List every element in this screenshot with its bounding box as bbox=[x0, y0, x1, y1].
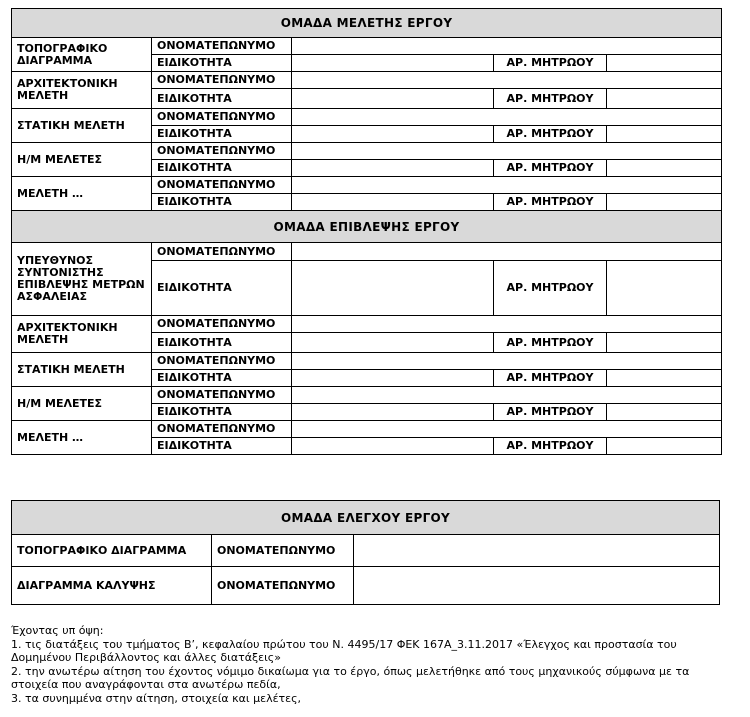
registry-field[interactable] bbox=[607, 55, 722, 72]
study-category: ΤΟΠΟΓΡΑΦΙΚΟ ΔΙΑΓΡΑΜΜΑ bbox=[12, 38, 152, 72]
name-label: ΟΝΟΜΑΤΕΠΩΝΥΜΟ bbox=[212, 567, 354, 605]
name-field[interactable] bbox=[354, 535, 720, 567]
supervision-category: ΣΤΑΤΙΚΗ ΜΕΛΕΤΗ bbox=[12, 353, 152, 387]
name-label: ΟΝΟΜΑΤΕΠΩΝΥΜΟ bbox=[152, 177, 292, 194]
control-team-header: ΟΜΑΔΑ ΕΛΕΓΧΟΥ ΕΡΓΟΥ bbox=[12, 501, 720, 535]
study-category: ΜΕΛΕΤΗ … bbox=[12, 177, 152, 211]
specialty-label: ΕΙΔΙΚΟΤΗΤΑ bbox=[152, 194, 292, 211]
specialty-field[interactable] bbox=[292, 194, 494, 211]
specialty-label: ΕΙΔΙΚΟΤΗΤΑ bbox=[152, 55, 292, 72]
name-field[interactable] bbox=[292, 72, 722, 89]
name-field[interactable] bbox=[354, 567, 720, 605]
supervision-category: ΥΠΕΥΘΥΝΟΣ ΣΥΝΤΟΝΙΣΤΗΣ ΕΠΙΒΛΕΨΗΣ ΜΕΤΡΩΝ ΑΣΦΑΛΕΙΑΣ bbox=[12, 243, 152, 316]
name-label: ΟΝΟΜΑΤΕΠΩΝΥΜΟ bbox=[152, 143, 292, 160]
name-label: ΟΝΟΜΑΤΕΠΩΝΥΜΟ bbox=[152, 421, 292, 438]
control-category: ΔΙΑΓΡΑΜΜΑ ΚΑΛΥΨΗΣ bbox=[12, 567, 212, 605]
specialty-label: ΕΙΔΙΚΟΤΗΤΑ bbox=[152, 370, 292, 387]
name-label: ΟΝΟΜΑΤΕΠΩΝΥΜΟ bbox=[152, 316, 292, 333]
specialty-label: ΕΙΔΙΚΟΤΗΤΑ bbox=[152, 160, 292, 177]
specialty-field[interactable] bbox=[292, 370, 494, 387]
registry-field[interactable] bbox=[607, 194, 722, 211]
name-label: ΟΝΟΜΑΤΕΠΩΝΥΜΟ bbox=[152, 387, 292, 404]
consideration-item: 1. τις διατάξεις του τμήματος Β’, κεφαλαίου πρώτου του Ν. 4495/17 ΦΕΚ 167Α_3.11.2017 «Έλεγχος και προστασία του Δομημένου Περιβάλλοντος και άλλες διατάξεις» bbox=[11, 637, 677, 664]
specialty-field[interactable] bbox=[292, 126, 494, 143]
registry-field[interactable] bbox=[607, 370, 722, 387]
specialty-label: ΕΙΔΙΚΟΤΗΤΑ bbox=[152, 126, 292, 143]
specialty-field[interactable] bbox=[292, 333, 494, 353]
specialty-field[interactable] bbox=[292, 438, 494, 455]
registry-field[interactable] bbox=[607, 333, 722, 353]
supervision-team-header: ΟΜΑΔΑ ΕΠΙΒΛΕΨΗΣ ΕΡΓΟΥ bbox=[12, 211, 722, 243]
supervision-category: Η/Μ ΜΕΛΕΤΕΣ bbox=[12, 387, 152, 421]
name-label: ΟΝΟΜΑΤΕΠΩΝΥΜΟ bbox=[152, 243, 292, 261]
supervision-category: ΜΕΛΕΤΗ … bbox=[12, 421, 152, 455]
registry-field[interactable] bbox=[607, 261, 722, 316]
registry-label: ΑΡ. ΜΗΤΡΩΟΥ bbox=[494, 89, 607, 109]
name-label: ΟΝΟΜΑΤΕΠΩΝΥΜΟ bbox=[152, 353, 292, 370]
specialty-field[interactable] bbox=[292, 89, 494, 109]
study-category: ΑΡΧΙΤΕΚΤΟΝΙΚΗ ΜΕΛΕΤΗ bbox=[12, 72, 152, 109]
registry-label: ΑΡ. ΜΗΤΡΩΟΥ bbox=[494, 194, 607, 211]
registry-field[interactable] bbox=[607, 89, 722, 109]
registry-label: ΑΡ. ΜΗΤΡΩΟΥ bbox=[494, 261, 607, 316]
specialty-field[interactable] bbox=[292, 55, 494, 72]
specialty-label: ΕΙΔΙΚΟΤΗΤΑ bbox=[152, 333, 292, 353]
registry-field[interactable] bbox=[607, 438, 722, 455]
considerations-intro: Έχοντας υπ όψη: bbox=[11, 624, 104, 637]
registry-label: ΑΡ. ΜΗΤΡΩΟΥ bbox=[494, 55, 607, 72]
control-category: ΤΟΠΟΓΡΑΦΙΚΟ ΔΙΑΓΡΑΜΜΑ bbox=[12, 535, 212, 567]
registry-field[interactable] bbox=[607, 126, 722, 143]
registry-label: ΑΡ. ΜΗΤΡΩΟΥ bbox=[494, 126, 607, 143]
specialty-label: ΕΙΔΙΚΟΤΗΤΑ bbox=[152, 404, 292, 421]
specialty-field[interactable] bbox=[292, 404, 494, 421]
consideration-item: 2. την ανωτέρω αίτηση του έχοντος νόμιμο δικαίωμα για το έργο, όπως μελετήθηκε από τους μηχανικούς σύμφωνα με τα στοιχεία που αναγράφονται στα ανωτέρω πεδία, bbox=[11, 664, 690, 691]
project-teams-table bbox=[11, 8, 722, 455]
registry-label: ΑΡ. ΜΗΤΡΩΟΥ bbox=[494, 404, 607, 421]
specialty-label: ΕΙΔΙΚΟΤΗΤΑ bbox=[152, 261, 292, 316]
name-field[interactable] bbox=[292, 177, 722, 194]
name-label: ΟΝΟΜΑΤΕΠΩΝΥΜΟ bbox=[152, 72, 292, 89]
name-field[interactable] bbox=[292, 387, 722, 404]
name-field[interactable] bbox=[292, 143, 722, 160]
registry-label: ΑΡ. ΜΗΤΡΩΟΥ bbox=[494, 438, 607, 455]
registry-label: ΑΡ. ΜΗΤΡΩΟΥ bbox=[494, 370, 607, 387]
specialty-label: ΕΙΔΙΚΟΤΗΤΑ bbox=[152, 438, 292, 455]
supervision-category: ΑΡΧΙΤΕΚΤΟΝΙΚΗ ΜΕΛΕΤΗ bbox=[12, 316, 152, 353]
name-field[interactable] bbox=[292, 316, 722, 333]
specialty-field[interactable] bbox=[292, 160, 494, 177]
specialty-field[interactable] bbox=[292, 261, 494, 316]
name-field[interactable] bbox=[292, 109, 722, 126]
considerations-text bbox=[11, 624, 723, 705]
consideration-item: 3. τα συνημμένα στην αίτηση, στοιχεία και μελέτες, bbox=[11, 691, 302, 705]
name-field[interactable] bbox=[292, 421, 722, 438]
name-label: ΟΝΟΜΑΤΕΠΩΝΥΜΟ bbox=[152, 38, 292, 55]
registry-field[interactable] bbox=[607, 404, 722, 421]
name-label: ΟΝΟΜΑΤΕΠΩΝΥΜΟ bbox=[152, 109, 292, 126]
name-label: ΟΝΟΜΑΤΕΠΩΝΥΜΟ bbox=[212, 535, 354, 567]
study-team-header: ΟΜΑΔΑ ΜΕΛΕΤΗΣ ΕΡΓΟΥ bbox=[12, 9, 722, 38]
name-field[interactable] bbox=[292, 243, 722, 261]
study-category: Η/Μ ΜΕΛΕΤΕΣ bbox=[12, 143, 152, 177]
registry-label: ΑΡ. ΜΗΤΡΩΟΥ bbox=[494, 160, 607, 177]
specialty-label: ΕΙΔΙΚΟΤΗΤΑ bbox=[152, 89, 292, 109]
name-field[interactable] bbox=[292, 353, 722, 370]
study-category: ΣΤΑΤΙΚΗ ΜΕΛΕΤΗ bbox=[12, 109, 152, 143]
name-field[interactable] bbox=[292, 38, 722, 55]
control-team-table bbox=[11, 500, 720, 605]
registry-field[interactable] bbox=[607, 160, 722, 177]
registry-label: ΑΡ. ΜΗΤΡΩΟΥ bbox=[494, 333, 607, 353]
